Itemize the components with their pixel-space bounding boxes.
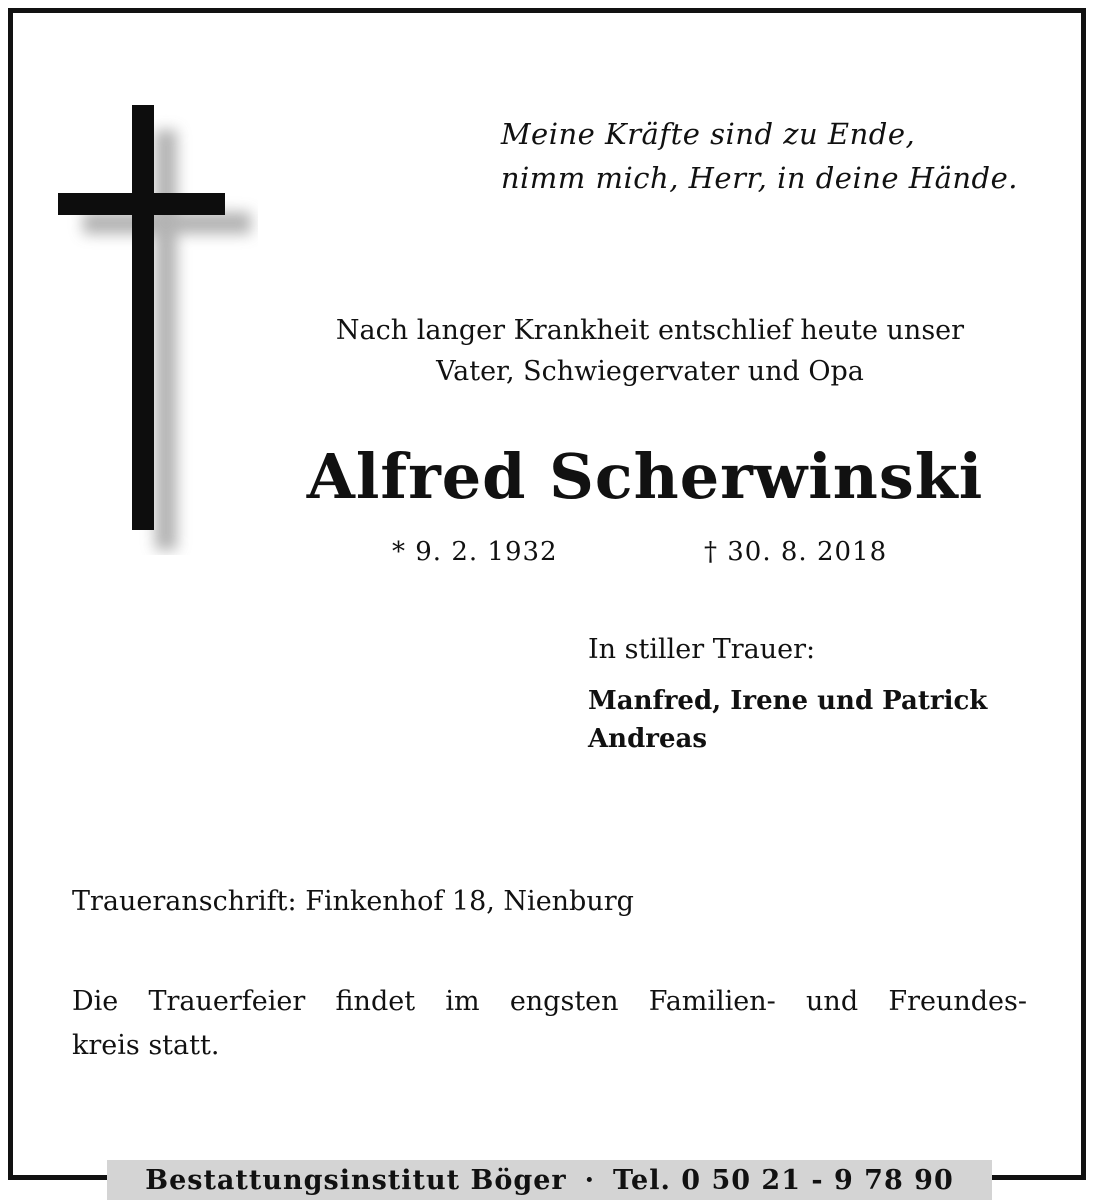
undertaker-phone: Tel. 0 50 21 - 9 78 90 [613, 1164, 954, 1196]
verse-line-2: nimm mich, Herr, in deine Hände. [500, 161, 1018, 195]
funeral-notice-word: und [806, 986, 859, 1017]
announcement-intro [270, 310, 1030, 392]
funeral-notice [72, 980, 1027, 1068]
mourners-line-2: Andreas [588, 724, 707, 754]
undertaker-name: Bestattungsinstitut Böger [145, 1164, 567, 1196]
deceased-name: Alfred Scherwinski [306, 440, 984, 513]
funeral-notice-line-2: kreis statt. [72, 1030, 220, 1061]
mourners-list [588, 682, 987, 758]
funeral-notice-word: Freundes- [888, 986, 1027, 1017]
bible-verse [501, 112, 1018, 200]
mourners-line-1: Manfred, Irene und Patrick [588, 686, 988, 716]
intro-line-1: Nach langer Krankheit entschlief heute unser [335, 315, 965, 346]
intro-line-2: Vater, Schwiegervater und Opa [436, 356, 864, 387]
cross-icon [58, 105, 258, 555]
death-date: † 30. 8. 2018 [704, 537, 888, 567]
funeral-notice-word: findet [335, 986, 416, 1017]
mourning-address: Traueranschrift: Finkenhof 18, Nienburg [72, 886, 634, 917]
funeral-notice-word: im [445, 986, 480, 1017]
birth-date: * 9. 2. 1932 [392, 537, 558, 567]
undertaker-footer [107, 1160, 992, 1200]
funeral-notice-line-1 [72, 980, 1027, 1024]
footer-separator: · [584, 1164, 596, 1196]
mourning-label: In stiller Trauer: [588, 634, 816, 665]
funeral-notice-word: Trauerfeier [148, 986, 306, 1017]
verse-line-1: Meine Kräfte sind zu Ende, [500, 117, 916, 151]
funeral-notice-word: engsten [509, 986, 619, 1017]
funeral-notice-word: Familien- [648, 986, 776, 1017]
funeral-notice-word: Die [72, 986, 119, 1017]
